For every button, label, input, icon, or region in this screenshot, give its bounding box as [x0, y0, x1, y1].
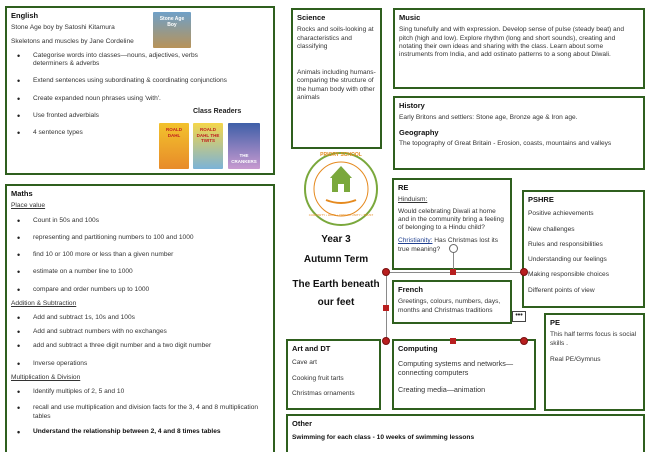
computing-panel	[392, 339, 536, 410]
pshre-item: Making responsible choices	[528, 271, 609, 279]
maths-item: • Add and subtract 1s, 10s and 100s	[11, 314, 269, 322]
pshre-item: Positive achievements	[528, 210, 594, 218]
maths-panel	[5, 184, 275, 452]
artdt-panel	[286, 339, 381, 410]
english-book-1: Stone Age boy by Satoshi Kitamura	[11, 24, 115, 32]
music-text: Sing tunefully and with expression. Develop sense of pulse (steady beat) and pitch (high and low). Explore rhythm (long and short sounds), creating and notating their own ideas and sharing with the class. Learn about some instruments from India, and add ostinato patterns to a song about Diwali.	[399, 26, 625, 59]
artdt-item: Christmas ornaments	[292, 389, 355, 397]
artdt-item: Cave art	[292, 359, 317, 367]
english-book-2: Skeletons and muscles by Jane Cordeline	[11, 37, 134, 45]
maths-item: • representing and partitioning numbers to 100 and 1000	[11, 234, 269, 242]
maths-item: • Count in 50s and 100s	[11, 217, 269, 225]
topic-title-2: our feet	[317, 297, 355, 308]
book-cover-roald-dahl-1: ROALD DAHL	[159, 123, 189, 169]
pshre-panel	[522, 190, 645, 308]
music-panel	[393, 8, 645, 89]
pshre-item: Understanding our feelings	[528, 256, 607, 264]
pshre-title: PSHRE	[528, 195, 554, 204]
english-panel	[5, 6, 275, 175]
english-item: • Create expanded noun phrases using 'with'.	[11, 95, 231, 103]
book-cover-the-twits: ROALD DAHL THE TWITS	[193, 123, 223, 169]
history-panel	[393, 96, 645, 170]
connector-handle-square[interactable]	[383, 305, 389, 311]
science-title: Science	[297, 13, 326, 22]
english-item: • Extend sentences using subordinating & coordinating conjunctions	[11, 77, 231, 85]
music-title: Music	[399, 13, 421, 22]
school-motto: CURIOSITY • HOPE • OPPORTUNITY • TRUST	[308, 213, 374, 217]
pe-text: This half terms focus is social skills .	[550, 331, 637, 347]
maths-item: • Understand the relationship between 2, 4 and 8 times tables	[11, 428, 266, 436]
history-text: Early Britons and settlers: Stone age, Bronze age & Iron age.	[399, 114, 578, 122]
rotate-handle-icon[interactable]	[449, 244, 458, 253]
geography-title: Geography	[399, 127, 439, 137]
english-item: • Categorise words into classes—nouns, adjectives, verbs determiners & adverbs	[11, 52, 231, 68]
maths-list-add-sub	[11, 314, 269, 368]
maths-heading-place-value: Place value	[11, 202, 46, 210]
science-text-2: Animals including humans- comparing the structure of the human body with other animals	[297, 69, 376, 101]
other-title: Other	[292, 419, 313, 428]
term-title: Autumn Term	[303, 254, 369, 265]
book-cover-crankers: THE CRANKERS	[228, 123, 260, 169]
english-item: • Use fronted adverbials	[11, 112, 231, 120]
maths-item: • find 10 or 100 more or less than a given number	[11, 251, 269, 259]
artdt-title: Art and DT	[292, 344, 331, 353]
maths-item: • Add and subtract numbers with no exchanges	[11, 328, 269, 336]
other-panel	[286, 414, 645, 452]
maths-item: • compare and order numbers up to 1000	[11, 286, 269, 294]
maths-item: • estimate on a number line to 1000	[11, 268, 269, 276]
ellipsis-icon: •••	[515, 312, 523, 319]
maths-item: • add and subtract a three digit number and a two digit number	[11, 342, 269, 350]
school-logo	[300, 148, 382, 230]
connector-handle[interactable]	[382, 337, 390, 345]
class-readers-label: Class Readers	[193, 108, 242, 115]
re-panel	[392, 178, 512, 270]
re-sub-hinduism: Hinduism:	[398, 196, 428, 204]
pshre-item: Rules and responsibilities	[528, 240, 603, 248]
maths-heading-mult-div: Multiplication & Division	[11, 373, 81, 381]
maths-heading-add-sub: Addition & Subtraction	[11, 299, 77, 307]
maths-list-place-value	[11, 217, 269, 294]
french-text: Greetings, colours, numbers, days, months and Christmas traditions	[398, 298, 501, 314]
pe-title: PE	[550, 318, 561, 327]
maths-item: • Identify multiples of 2, 5 and 10	[11, 388, 266, 396]
pshre-item: New challenges	[528, 225, 575, 233]
science-panel	[291, 8, 382, 149]
other-text: Swimming for each class - 10 weeks of swimming lessons	[292, 434, 475, 442]
pshre-item: Different points of view	[528, 286, 595, 294]
pe-panel	[544, 313, 645, 411]
maths-item: • Inverse operations	[11, 360, 269, 368]
french-panel	[392, 280, 512, 324]
re-text-1: Would celebrating Diwali at home and in the community bring a feeling of belonging to a Hindu child?	[398, 207, 504, 232]
french-title: French	[398, 285, 424, 294]
artdt-item: Cooking fruit tarts	[292, 374, 344, 382]
connector-handle[interactable]	[520, 337, 528, 345]
re-text-2: Christianity: Has Christmas lost its true meaning?	[398, 237, 499, 253]
maths-title: Maths	[11, 189, 33, 198]
computing-item: Creating media—animation	[398, 385, 486, 395]
year-title: Year 3	[321, 234, 351, 245]
pe-text-2: Real PE/Gymnus	[550, 355, 601, 363]
computing-title: Computing	[398, 344, 438, 353]
science-text-1: Rocks and soils-looking at characteristics and classifying	[297, 26, 374, 50]
book-cover-stone-age-boy: Stone Age Boy	[153, 12, 191, 48]
maths-item: • recall and use multiplication and division facts for the 3, 4 and 8 multiplication tables	[11, 404, 266, 420]
topic-title-1: The Earth beneath	[292, 279, 380, 290]
computing-item: Computing systems and networks—connecting computers	[398, 359, 514, 378]
connector-handle[interactable]	[382, 268, 390, 276]
geography-text: The topography of Great Britain - Erosion, coasts, mountains and valleys	[399, 139, 612, 147]
school-name: PRIORY SCHOOL	[320, 152, 362, 158]
connector-handle[interactable]	[520, 268, 528, 276]
re-title: RE	[398, 183, 409, 192]
maths-list-mult-div	[11, 388, 266, 436]
english-item: • 4 sentence types	[11, 129, 231, 137]
more-options-button[interactable]	[512, 311, 526, 322]
connector-handle-square[interactable]	[450, 338, 456, 344]
connector-handle-square[interactable]	[450, 269, 456, 275]
history-title: History	[399, 101, 425, 110]
english-title: English	[11, 11, 39, 20]
